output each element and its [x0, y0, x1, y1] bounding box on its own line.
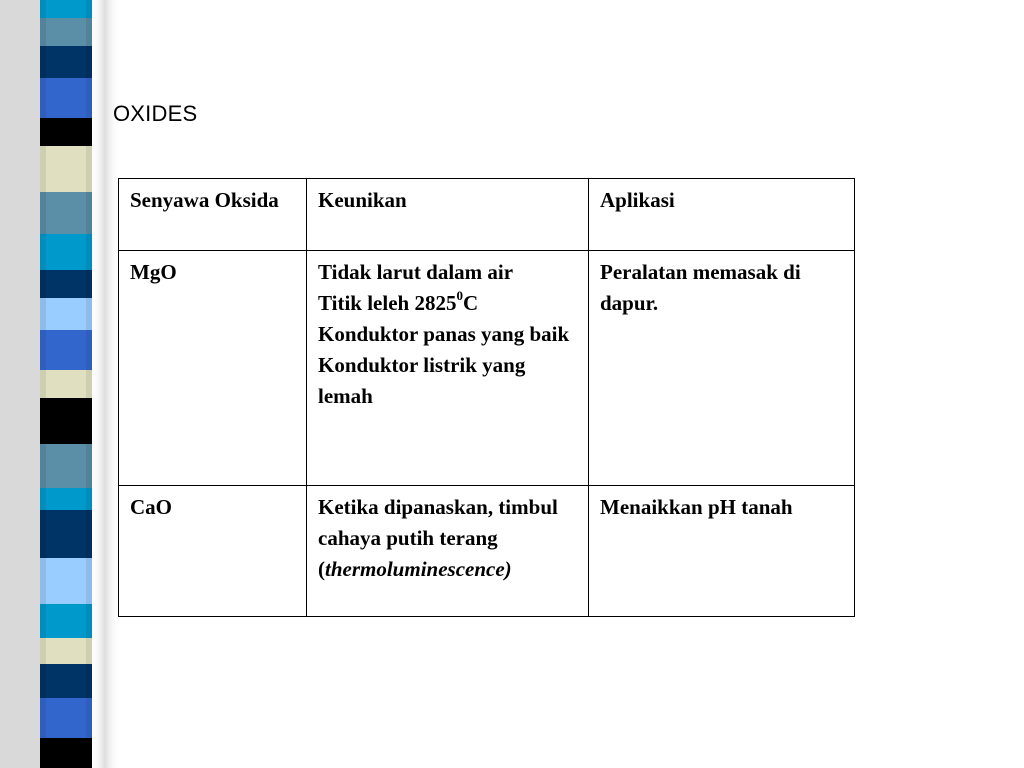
header-application: Aplikasi [589, 179, 855, 251]
paren-open: ( [318, 557, 325, 581]
property-term-line [318, 554, 578, 585]
table-header-row [119, 179, 855, 251]
melting-point-unit: C [462, 291, 479, 315]
cell-compound-cao: CaO [119, 486, 307, 617]
header-compound: Senyawa Oksida [119, 179, 307, 251]
property-line: Tidak larut dalam air [318, 260, 514, 284]
cell-compound-mgo: MgO [119, 251, 307, 486]
cell-properties-cao [307, 486, 589, 617]
degree-superscript: 0 [456, 288, 463, 303]
oxides-table-container [118, 178, 854, 617]
property-line-melting-point [318, 288, 578, 319]
melting-point-prefix: Titik leleh 2825 [318, 291, 457, 315]
slide-title: OXIDES [113, 101, 198, 126]
decorative-side-strip [0, 0, 120, 768]
oxides-table [118, 178, 855, 617]
table-row [119, 251, 855, 486]
property-term: thermoluminescence) [325, 557, 512, 581]
cell-application-cao: Menaikkan pH tanah [589, 486, 855, 617]
property-text: Ketika dipanaskan, timbul cahaya putih terang [318, 495, 558, 550]
decorative-stripes-graphic [0, 0, 120, 768]
table-row [119, 486, 855, 617]
cell-application-mgo: Peralatan memasak di dapur. [589, 251, 855, 486]
property-line: Konduktor listrik yang lemah [318, 353, 526, 408]
property-line: Konduktor panas yang baik [318, 322, 570, 346]
cell-properties-mgo [307, 251, 589, 486]
header-properties: Keunikan [307, 179, 589, 251]
